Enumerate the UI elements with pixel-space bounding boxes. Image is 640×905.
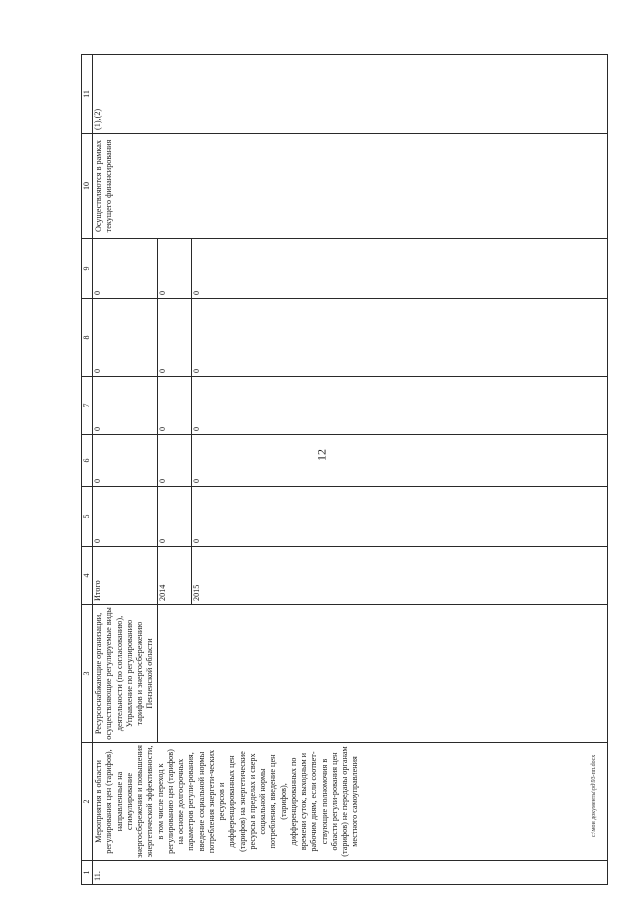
table-row-total [93, 55, 158, 885]
value-col6: 0 [93, 435, 158, 487]
value-col7: 0 [157, 377, 191, 435]
column-number-row [82, 55, 93, 885]
executor-cell: Ресурсоснабжающие организации, осуществляющие регулируемые виды деятельности (по согласованию), Управление по регулированию тарифов и энергосбережению Пензенской области [93, 605, 158, 743]
period-cell: Итого [93, 547, 158, 605]
value-col6: 0 [191, 435, 607, 487]
column-number-10: 10 [82, 134, 93, 239]
column-number-8: 8 [82, 299, 93, 377]
funding-cell: Осуществляются в рамках текущего финансирования [93, 134, 608, 239]
value-col5: 0 [157, 487, 191, 547]
row-number: 11. [93, 861, 608, 885]
value-col5: 0 [191, 487, 607, 547]
column-number-5: 5 [82, 487, 93, 547]
page-number: 12 [314, 449, 329, 461]
column-number-2: 2 [82, 743, 93, 861]
footer-file-path: c:\мои документы\pd\93-пп.docx [591, 754, 597, 838]
period-cell: 2014 [157, 547, 191, 605]
period-cell: 2015 [191, 547, 607, 605]
value-col9: 0 [157, 239, 191, 299]
column-number-6: 6 [82, 435, 93, 487]
measures-table [81, 54, 608, 885]
value-col7: 0 [191, 377, 607, 435]
column-number-11: 11 [82, 55, 93, 134]
note-cell: (1),(2) [93, 55, 608, 134]
value-col9: 0 [191, 239, 607, 299]
value-col7: 0 [93, 377, 158, 435]
value-col8: 0 [191, 299, 607, 377]
executor-cell-empty [157, 605, 607, 743]
column-number-4: 4 [82, 547, 93, 605]
column-number-9: 9 [82, 239, 93, 299]
measure-description: Мероприятия в области регулирования цен (тарифов), направленные на стимулирование энергосбережения и повышения энергетической эффективности, в том числе переход к регулированию цен (тарифов) на основе долгосрочных параметров регули-рования, введение социальной нормы потребления энергети-ческих ресурсов и дифференцированных цен (тарифов) на энергетические ресурсы в пределах и сверх социальной нормы потребления, введение цен (тарифов), дифференцированных по времени суток, выходным и рабочим дням, если соответ-ствующие полномочия в области регули-рования цен (тарифов) не переданы органам местного самоуправления [93, 743, 608, 861]
value-col8: 0 [157, 299, 191, 377]
value-col8: 0 [93, 299, 158, 377]
column-number-3: 3 [82, 605, 93, 743]
table-region [81, 55, 586, 885]
column-number-7: 7 [82, 377, 93, 435]
value-col5: 0 [93, 487, 158, 547]
value-col6: 0 [157, 435, 191, 487]
value-col9: 0 [93, 239, 158, 299]
column-number-1: 1 [82, 861, 93, 885]
